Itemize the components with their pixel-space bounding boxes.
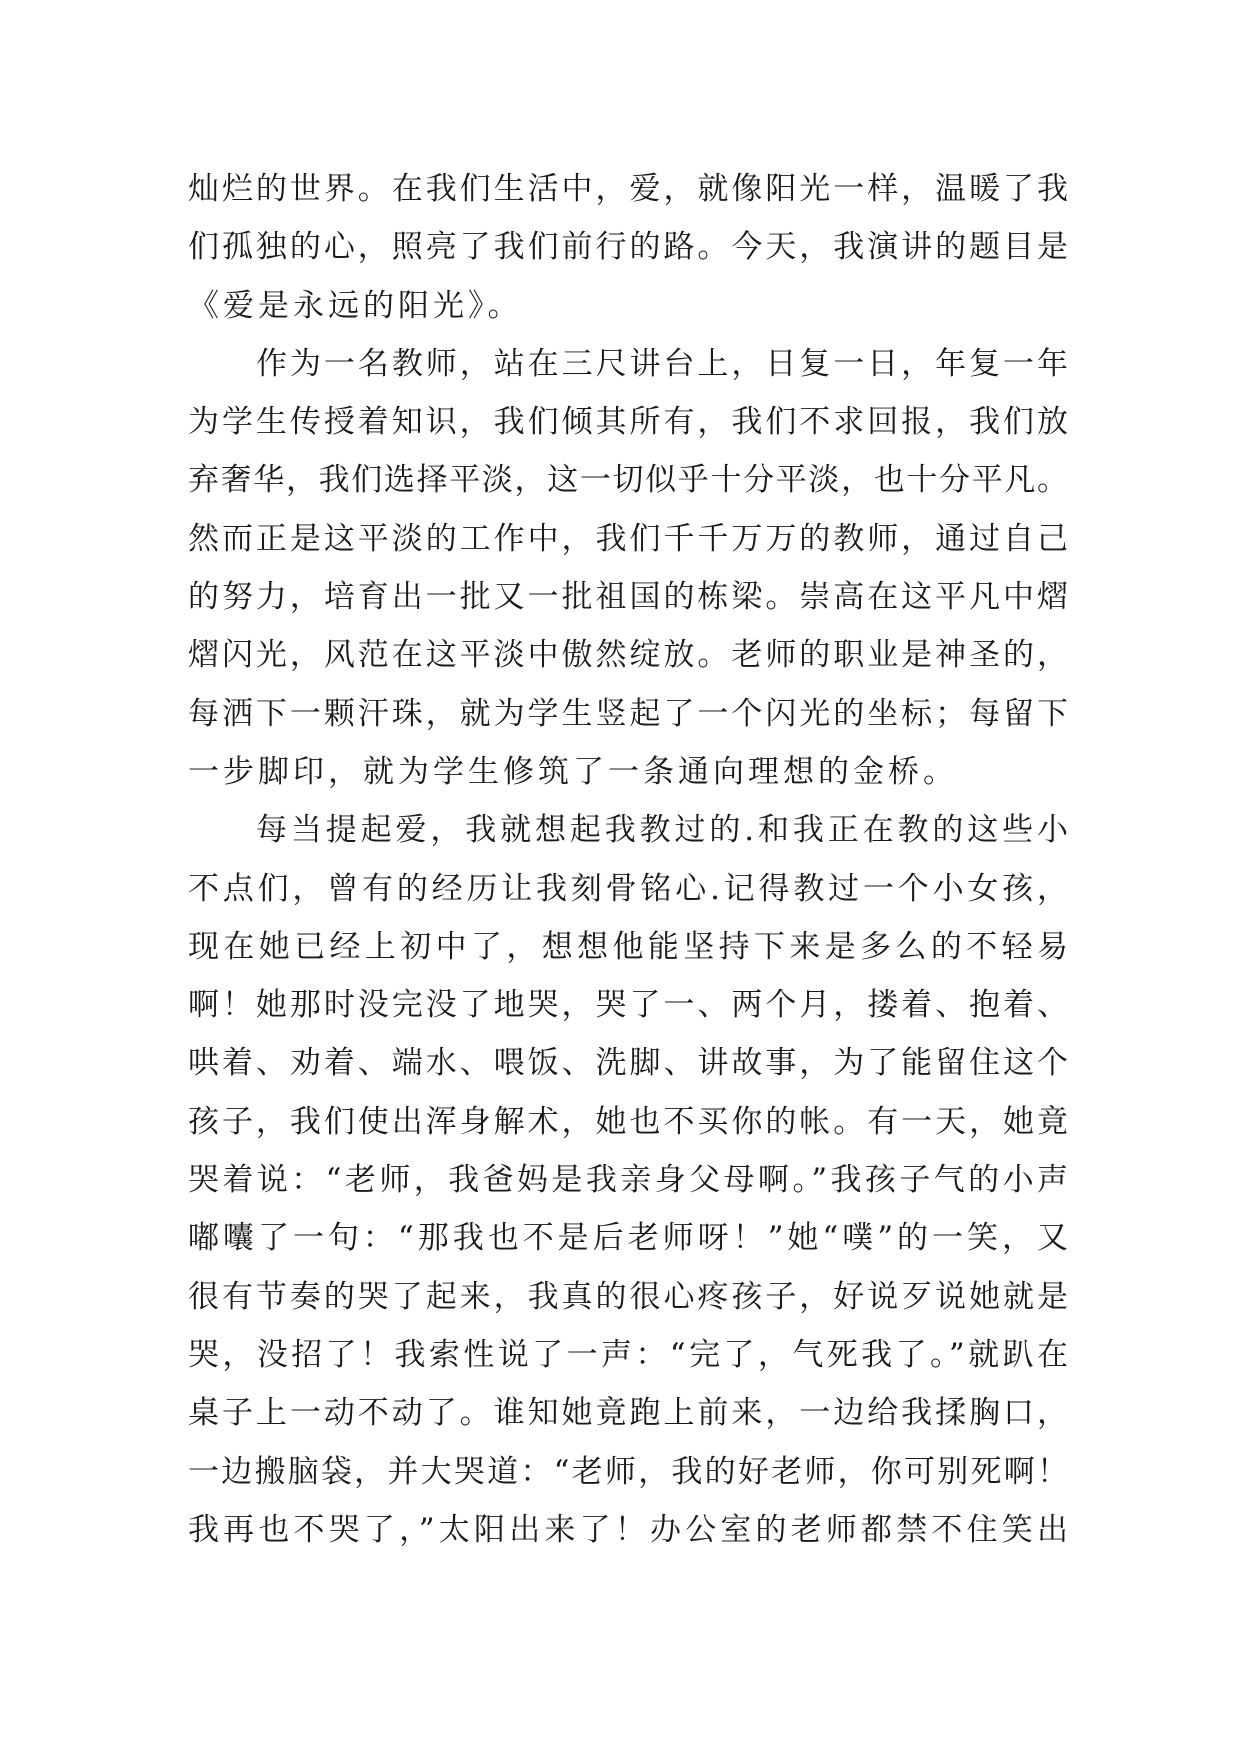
text-line: 们孤独的心，照亮了我们前行的路。今天，我演讲的题目是: [188, 229, 1068, 266]
text-line: 孩子，我们使出浑身解术，她也不买你的帐。有一天，她竟: [188, 1103, 1068, 1140]
text-line: 哭着说：“老师，我爸妈是我亲身父母啊。”我孩子气的小声: [188, 1162, 1068, 1199]
text-line: 不点们，曾有的经历让我刻骨铭心.记得教过一个小女孩，: [188, 870, 1068, 907]
text-line: 弃奢华，我们选择平淡，这一切似乎十分平淡，也十分平凡。: [188, 462, 1068, 499]
paragraph-first-line: 每当提起爱，我就想起我教过的.和我正在教的这些小: [256, 812, 1068, 849]
text-line: 灿烂的世界。在我们生活中，爱，就像阳光一样，温暖了我: [188, 171, 1068, 207]
text-line: 我再也不哭了，”太阳出来了！办公室的老师都禁不住笑出: [188, 1511, 1068, 1548]
text-line: 然而正是这平淡的工作中，我们千千万万的教师，通过自己: [188, 520, 1068, 557]
text-line: 的努力，培育出一批又一批祖国的栋梁。崇高在这平凡中熠: [188, 579, 1068, 616]
text-line: 桌子上一动不动了。谁知她竟跑上前来，一边给我揉胸口，: [188, 1395, 1068, 1432]
body-text: [188, 160, 1068, 1559]
text-line: 一步脚印，就为学生修筑了一条通向理想的金桥。: [188, 753, 958, 790]
paragraph-first-line: 作为一名教师，站在三尺讲台上，日复一日，年复一年: [256, 345, 1068, 382]
text-line: 熠闪光，风范在这平淡中傲然绽放。老师的职业是神圣的，: [188, 637, 1068, 674]
text-line: 哄着、劝着、端水、喂饭、洗脚、讲故事，为了能留住这个: [188, 1045, 1068, 1082]
text-line: 很有节奏的哭了起来，我真的很心疼孩子，好说歹说她就是: [188, 1278, 1068, 1315]
text-line: 现在她已经上初中了，想想他能坚持下来是多么的不轻易: [188, 928, 1068, 965]
text-line: 一边搬脑袋，并大哭道：“老师，我的好老师，你可别死啊！: [188, 1453, 1068, 1490]
text-line: 为学生传授着知识，我们倾其所有，我们不求回报，我们放: [188, 404, 1068, 441]
text-line: 《爱是永远的阳光》。: [188, 287, 523, 324]
text-line: 嘟囔了一句：“那我也不是后老师呀！”她“噗”的一笑，又: [188, 1220, 1068, 1257]
text-line: 哭，没招了！我索性说了一声：“完了，气死我了。”就趴在: [188, 1336, 1068, 1373]
text-line: 每洒下一颗汗珠，就为学生竖起了一个闪光的坐标；每留下: [188, 695, 1068, 732]
text-line: 啊！她那时没完没了地哭，哭了一、两个月，搂着、抱着、: [188, 987, 1068, 1024]
